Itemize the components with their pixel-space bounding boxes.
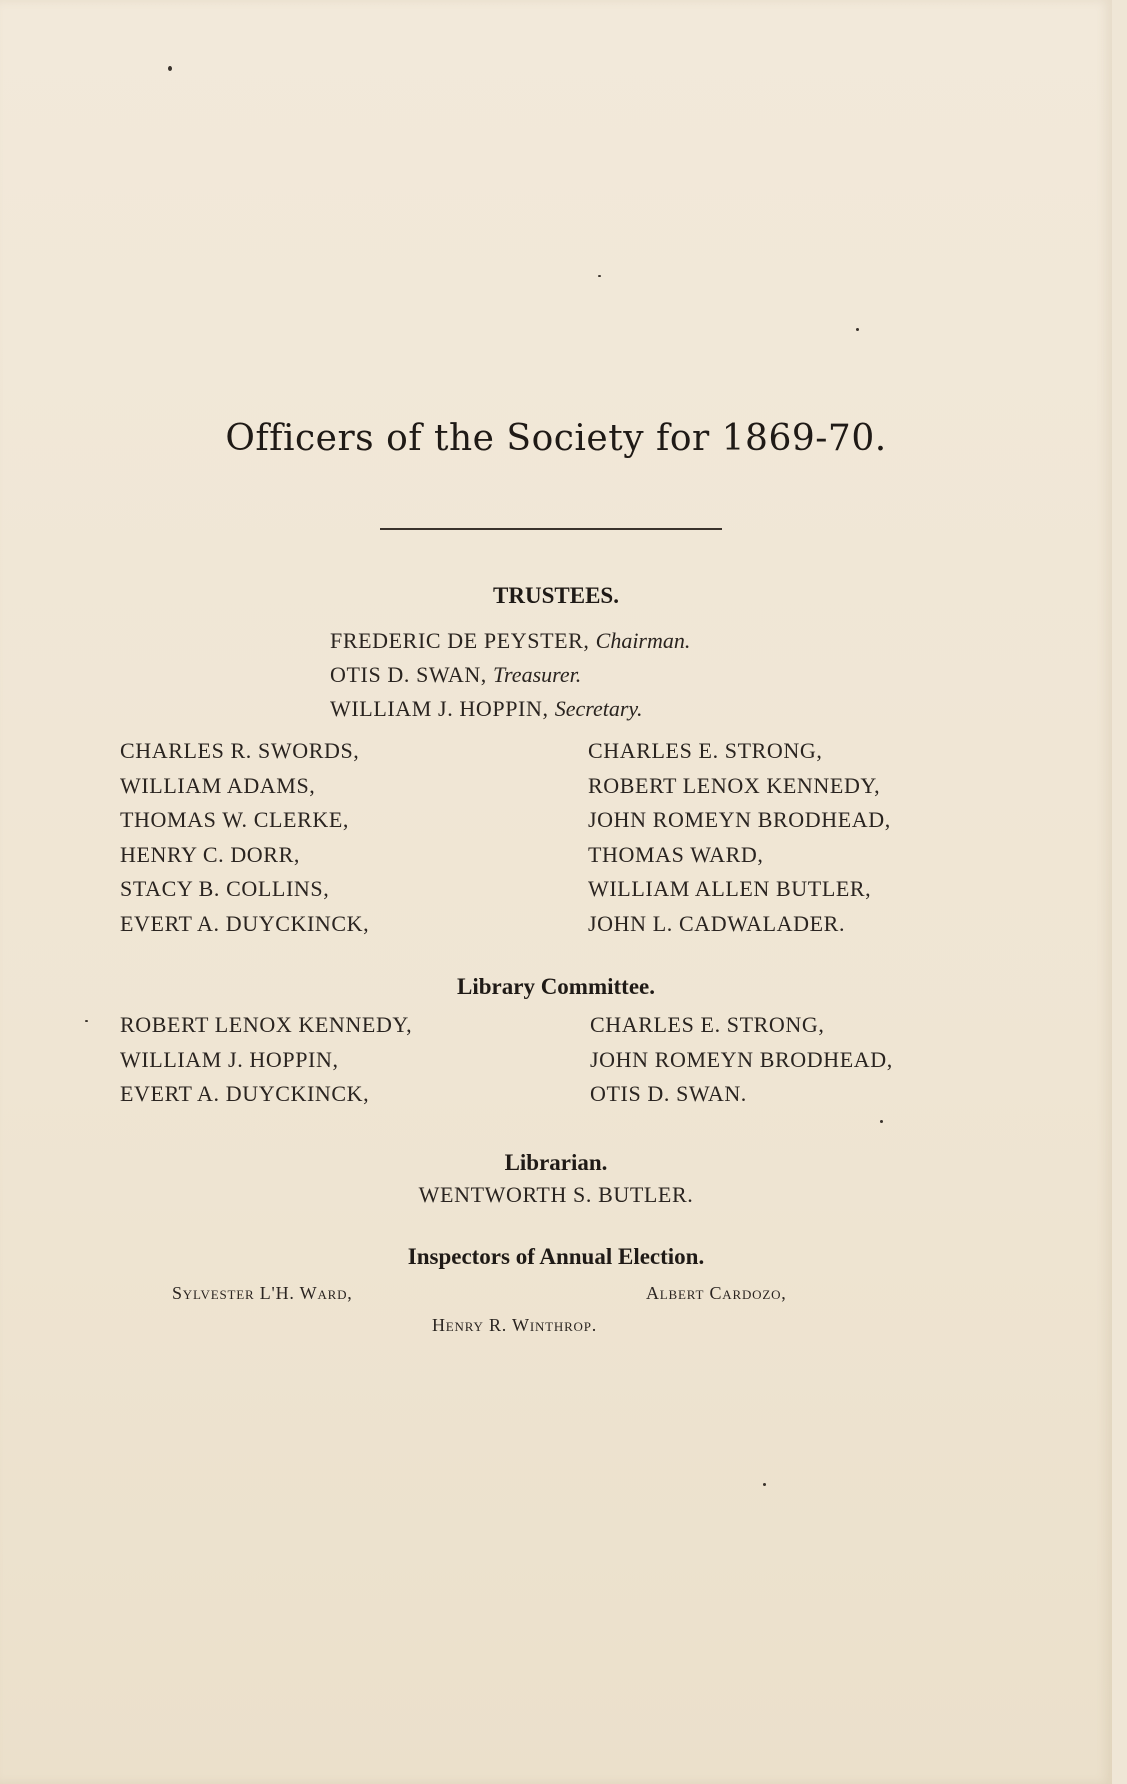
trustees-right-column (588, 734, 891, 941)
trustee-name: JOHN L. CADWALADER. (588, 910, 846, 936)
librarian-heading: Librarian. (504, 1150, 608, 1175)
officer-name: FREDERIC DE PEYSTER, (330, 628, 590, 653)
inspectors-heading: Inspectors of Annual Election. (407, 1244, 705, 1269)
committee-member: EVERT A. DUYCKINCK, (120, 1081, 370, 1106)
paper-speck (85, 1020, 88, 1022)
officer-name: OTIS D. SWAN, (330, 662, 487, 687)
page-title: Officers of the Society for 1869-70. (225, 418, 887, 459)
library-committee-left-column (120, 1008, 412, 1112)
trustee-name: WILLIAM ADAMS, (120, 772, 316, 798)
trustee-name: EVERT A. DUYCKINCK, (120, 910, 370, 936)
trustee-officer-treasurer (330, 662, 581, 688)
paper-speck (763, 1483, 766, 1486)
trustee-officer-secretary (330, 696, 642, 722)
library-committee-heading: Library Committee. (457, 974, 655, 999)
paper-speck (880, 1120, 883, 1123)
trustees-heading: TRUSTEES. (493, 583, 619, 608)
trustee-name: STACY B. COLLINS, (120, 876, 330, 901)
trustees-left-column (120, 734, 369, 941)
library-committee-right-column (590, 1008, 893, 1112)
committee-member: CHARLES E. STRONG, (590, 1012, 825, 1037)
trustee-name: WILLIAM ALLEN BUTLER, (588, 876, 872, 901)
inspector-center: Henry R. Winthrop. (432, 1315, 598, 1335)
trustee-name: THOMAS W. CLERKE, (120, 807, 349, 832)
committee-member: WILLIAM J. HOPPIN, (120, 1046, 339, 1072)
trustee-name: JOHN ROMEYN BRODHEAD, (588, 807, 891, 832)
inspector-left: Sylvester L'H. Ward, (172, 1283, 353, 1303)
trustee-name: THOMAS WARD, (588, 841, 764, 867)
committee-member: ROBERT LENOX KENNEDY, (120, 1012, 413, 1037)
paper-speck (856, 328, 859, 331)
librarian-name: WENTWORTH S. BUTLER. (418, 1182, 694, 1207)
trustee-name: CHARLES E. STRONG, (588, 738, 823, 763)
trustee-officer-chairman (330, 628, 690, 654)
paper-speck (598, 275, 601, 277)
trustee-name: HENRY C. DORR, (120, 841, 300, 867)
paper-speck (168, 66, 172, 71)
trustee-name: ROBERT LENOX KENNEDY, (588, 772, 881, 798)
officer-role: Chairman. (595, 628, 691, 653)
officer-name: WILLIAM J. HOPPIN, (330, 696, 549, 721)
inspector-right: Albert Cardozo, (646, 1283, 787, 1303)
trustee-name: CHARLES R. SWORDS, (120, 738, 360, 763)
title-divider (380, 528, 722, 530)
committee-member: JOHN ROMEYN BRODHEAD, (590, 1046, 893, 1072)
officer-role: Secretary. (554, 696, 643, 721)
officer-role: Treasurer. (493, 662, 582, 687)
committee-member: OTIS D. SWAN. (590, 1081, 747, 1106)
